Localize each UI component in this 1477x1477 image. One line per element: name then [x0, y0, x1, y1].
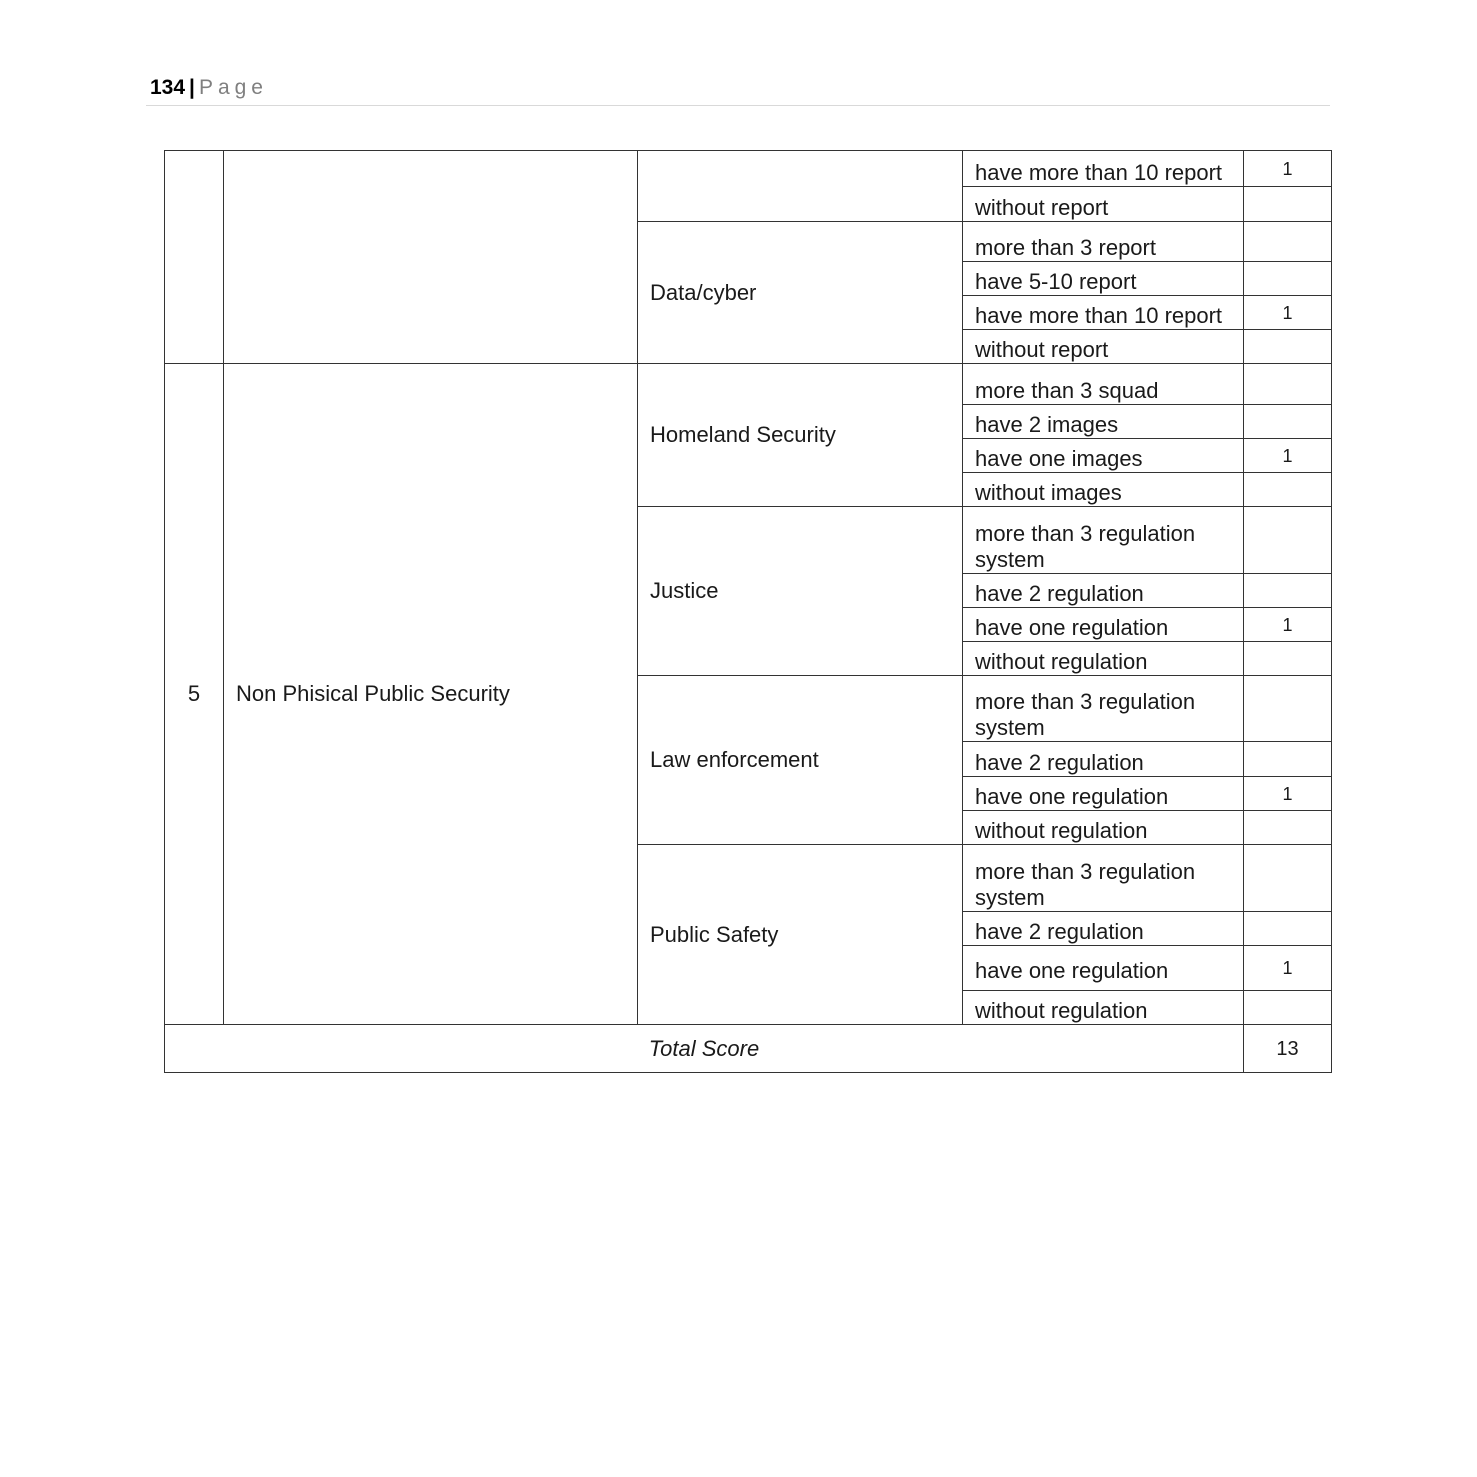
subcategory-cell-empty — [638, 151, 963, 222]
score-cell — [1244, 507, 1332, 574]
criterion-cell: have more than 10 report — [963, 296, 1244, 330]
section-title: Non Phisical Public Security — [224, 364, 638, 1025]
page-number: 134 — [150, 76, 186, 99]
total-label: Total Score — [165, 1025, 1244, 1073]
score-cell: 1 — [1244, 296, 1332, 330]
subcategory-cell: Public Safety — [638, 845, 963, 1025]
criterion-cell: have more than 10 report — [963, 151, 1244, 187]
criterion-cell: more than 3 regulation system — [963, 676, 1244, 742]
score-table — [164, 150, 1332, 1073]
score-cell: 1 — [1244, 777, 1332, 811]
subcategory-cell: Law enforcement — [638, 676, 963, 845]
section-number: 5 — [165, 364, 224, 1025]
criterion-cell: have 2 regulation — [963, 742, 1244, 777]
score-cell: 1 — [1244, 608, 1332, 642]
criterion-cell: more than 3 regulation system — [963, 845, 1244, 912]
header-rule — [146, 105, 1330, 106]
subcategory-cell: Justice — [638, 507, 963, 676]
criterion-cell: more than 3 report — [963, 222, 1244, 262]
score-cell — [1244, 405, 1332, 439]
score-cell — [1244, 676, 1332, 742]
page-label: Page — [198, 76, 268, 99]
category-cell-empty — [224, 151, 638, 364]
total-value: 13 — [1244, 1025, 1332, 1073]
criterion-cell: have one regulation — [963, 946, 1244, 991]
page-header — [150, 76, 268, 100]
score-cell: 1 — [1244, 151, 1332, 187]
score-cell — [1244, 845, 1332, 912]
score-cell — [1244, 222, 1332, 262]
criterion-cell: without regulation — [963, 991, 1244, 1025]
score-cell — [1244, 742, 1332, 777]
score-cell — [1244, 642, 1332, 676]
criterion-cell: have one regulation — [963, 608, 1244, 642]
criterion-cell: have 5-10 report — [963, 262, 1244, 296]
score-cell: 1 — [1244, 439, 1332, 473]
criterion-cell: without report — [963, 330, 1244, 364]
score-cell — [1244, 330, 1332, 364]
score-cell — [1244, 811, 1332, 845]
total-row — [165, 1025, 1332, 1073]
criterion-cell: have 2 regulation — [963, 912, 1244, 946]
score-cell: 1 — [1244, 946, 1332, 991]
score-cell — [1244, 991, 1332, 1025]
criterion-cell: without report — [963, 187, 1244, 222]
number-cell-empty — [165, 151, 224, 364]
score-cell — [1244, 473, 1332, 507]
score-cell — [1244, 364, 1332, 405]
criterion-cell: have 2 regulation — [963, 574, 1244, 608]
criterion-cell: without regulation — [963, 811, 1244, 845]
criterion-cell: more than 3 squad — [963, 364, 1244, 405]
criterion-cell: have one regulation — [963, 777, 1244, 811]
header-separator: | — [189, 76, 195, 99]
score-cell — [1244, 187, 1332, 222]
criterion-cell: without regulation — [963, 642, 1244, 676]
score-cell — [1244, 574, 1332, 608]
table-row — [165, 364, 1332, 405]
criterion-cell: without images — [963, 473, 1244, 507]
criterion-cell: have one images — [963, 439, 1244, 473]
subcategory-cell: Data/cyber — [638, 222, 963, 364]
criterion-cell: more than 3 regulation system — [963, 507, 1244, 574]
score-cell — [1244, 912, 1332, 946]
table-row — [165, 151, 1332, 187]
subcategory-cell: Homeland Security — [638, 364, 963, 507]
score-cell — [1244, 262, 1332, 296]
criterion-cell: have 2 images — [963, 405, 1244, 439]
